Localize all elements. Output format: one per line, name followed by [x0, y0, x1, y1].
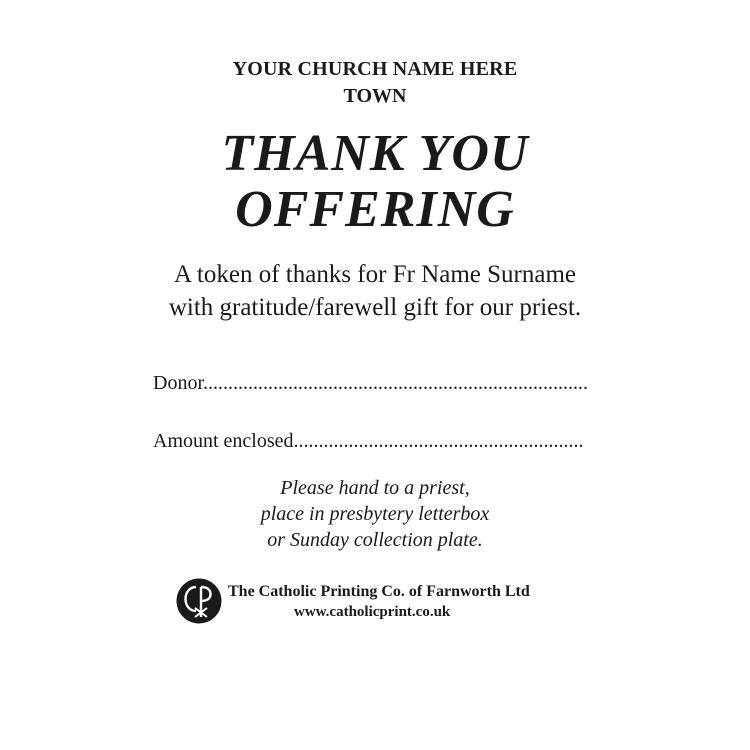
amount-enclosed-field: Amount enclosed..........................................................: [153, 430, 584, 452]
instruction-line-1: Please hand to a priest,: [280, 477, 470, 499]
instruction-line-3: or Sunday collection plate.: [267, 529, 483, 551]
title-line-2: OFFERING: [235, 181, 515, 238]
company-website: www.catholicprint.co.uk: [294, 604, 451, 620]
token-text-line-1: A token of thanks for Fr Name Surname: [173, 261, 576, 288]
title-line-1: THANK YOU: [221, 125, 529, 182]
company-name: The Catholic Printing Co. of Farnworth Ltd: [228, 583, 530, 600]
chi-rho-icon: [176, 578, 222, 624]
town-name: TOWN: [343, 85, 407, 107]
donor-field: Donor.............................................................................: [153, 372, 588, 394]
instruction-line-2: place in presbytery letterbox: [260, 503, 490, 525]
token-text-line-2: with gratitude/farewell gift for our priest.: [168, 294, 582, 321]
church-name: YOUR CHURCH NAME HERE: [232, 58, 518, 80]
